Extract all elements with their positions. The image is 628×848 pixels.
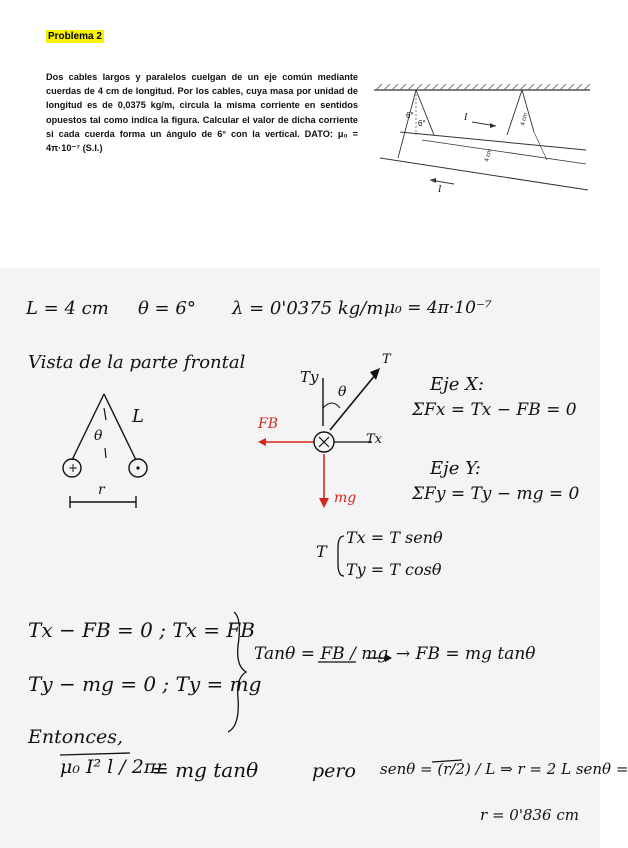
data-lambda: λ = 0'0375 kg/m [232, 298, 384, 319]
ampere-force-fraction: μ₀ I² l / 2πr [60, 756, 166, 778]
equation-sum-y: ΣFy = Ty − mg = 0 [412, 484, 580, 504]
fbd-t-label: T [382, 352, 391, 367]
figure-current-top: I [464, 112, 468, 123]
tension-label: T [316, 542, 327, 561]
pendulum-length-label: L [132, 406, 144, 427]
figure-length-label: 4 cm [484, 148, 494, 163]
tension-x-component: Tx = T senθ [346, 528, 443, 547]
fbd-theta-label: θ [338, 384, 347, 400]
fbd-mg-label: mg [334, 490, 357, 506]
equation-line-1: Tx − FB = 0 ; Tx = FB [28, 618, 255, 642]
front-view-heading: Vista de la parte frontal [28, 352, 246, 373]
figure-current-bottom: I [438, 184, 442, 195]
magnetic-force-equation: → FB = mg tanθ [396, 644, 536, 664]
handwritten-solution [0, 268, 628, 848]
separation-result: r = 0'836 cm [480, 806, 579, 824]
problem-statement: Dos cables largos y paralelos cuelgan de un eje común mediante cuerdas de 4 cm de longitud. Por los cables, cuya masa por unidad de longitud es de 0,0375 kg/m, circula la misma corriente en sentidos opuestos tal como indica la figura. Calcular el valor de dicha corriente si cada cuerda forma un ángulo de 6° con la vertical. DATO: μ₀ = 4π·10⁻⁷ (S.I.) [46, 72, 358, 154]
svg-text:+: + [68, 461, 79, 475]
problem-figure [372, 80, 592, 200]
fbd-tx-label: Tx [366, 432, 383, 447]
axis-x-heading: Eje X: [430, 374, 484, 395]
data-mu: μ₀ = 4π·10⁻⁷ [384, 298, 492, 318]
free-body-diagram [258, 368, 383, 508]
pero-label: pero [312, 760, 356, 782]
figure-angle-left-2: 6° [418, 119, 426, 128]
tension-y-component: Ty = T cosθ [346, 560, 442, 579]
problem-title: Problema 2 [48, 31, 102, 42]
figure-length-label-right: 4 cm [520, 112, 530, 127]
pendulum-angle-label: θ [94, 428, 103, 444]
entonces-label: Entonces, [28, 726, 124, 748]
sine-relation: senθ = (r/2) / L ⇒ r = 2 L senθ = [380, 760, 628, 778]
pendulum-separation-label: r [98, 482, 105, 498]
data-angle: θ = 6° [138, 298, 196, 319]
equation-sum-x: ΣFx = Tx − FB = 0 [412, 400, 577, 420]
fbd-ty-label: Ty [300, 368, 319, 386]
problem-section [0, 0, 600, 268]
tangent-equation: Tanθ = FB / mg [254, 644, 389, 664]
figure-angle-left: 6° [406, 111, 414, 120]
equation-line-2: Ty − mg = 0 ; Ty = mg [28, 672, 262, 696]
fbd-fb-label: FB [258, 416, 279, 432]
data-length: L = 4 cm [26, 298, 109, 319]
ampere-force-rhs: = mg tanθ [152, 758, 259, 782]
axis-y-heading: Eje Y: [430, 458, 481, 479]
